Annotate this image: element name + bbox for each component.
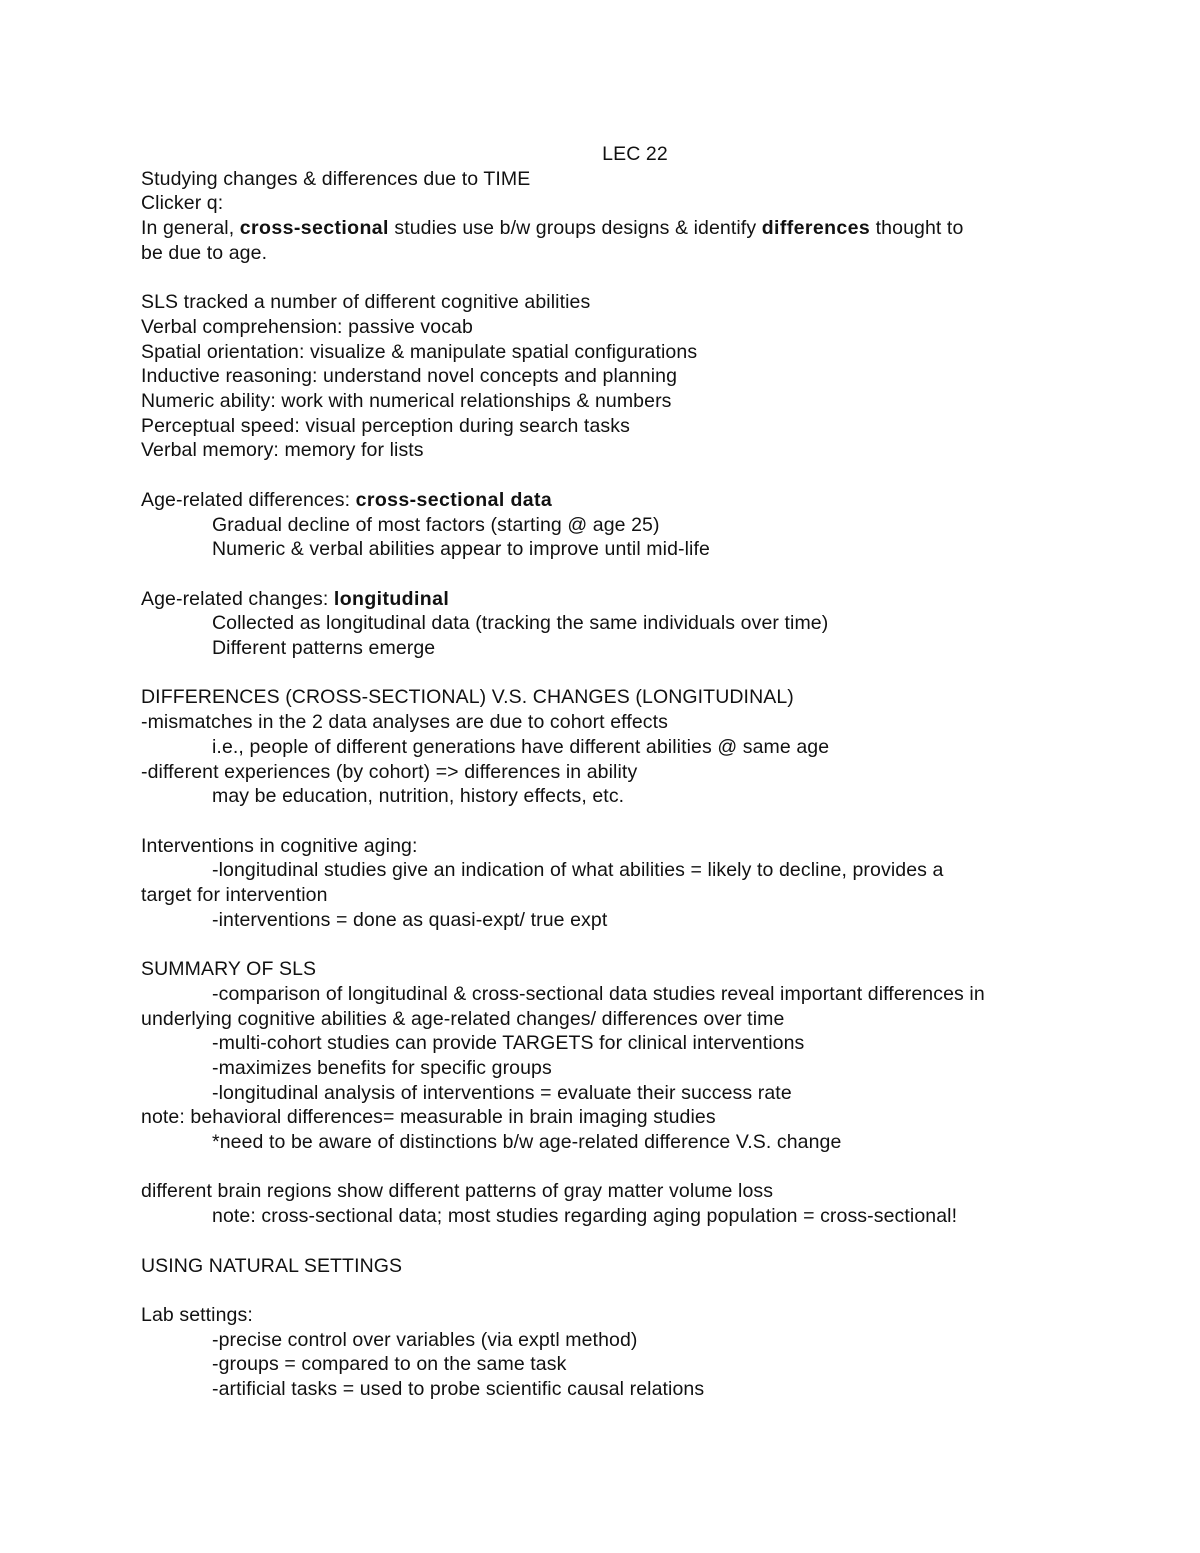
age-changes-item: Collected as longitudinal data (tracking the same individuals over time)	[212, 612, 829, 635]
spacer	[141, 661, 1071, 686]
text-line: -precise control over variables (via exptl method)	[212, 1328, 638, 1351]
text-line: target for intervention	[141, 884, 328, 907]
spacer	[141, 562, 1071, 587]
spacer	[141, 1155, 1071, 1180]
spacer	[141, 1278, 1071, 1303]
age-differences-item: Gradual decline of most factors (starting @ age 25)	[212, 513, 660, 536]
sls-item: Verbal memory: memory for lists	[141, 439, 424, 462]
text-line: underlying cognitive abilities & age-related changes/ differences over time	[141, 1007, 785, 1030]
sls-item: Verbal comprehension: passive vocab	[141, 315, 473, 338]
sls-heading: SLS tracked a number of different cognitive abilities	[141, 291, 591, 314]
document-title: LEC 22	[602, 143, 668, 165]
intro-paragraph-line-2: be due to age.	[141, 241, 268, 264]
text-run: Age-related changes:	[141, 587, 334, 610]
sls-item: Perceptual speed: visual perception during search tasks	[141, 414, 630, 437]
clicker-label: Clicker q:	[141, 192, 224, 215]
spacer	[141, 463, 1071, 488]
spacer	[141, 1229, 1071, 1254]
bold-term: cross-sectional	[239, 217, 389, 240]
natural-settings-heading: USING NATURAL SETTINGS	[141, 1254, 403, 1277]
lab-settings-heading: Lab settings:	[141, 1303, 253, 1326]
text-line: -longitudinal studies give an indication of what abilities = likely to decline, provides a	[212, 859, 944, 882]
text-line: -artificial tasks = used to probe scientific causal relations	[212, 1378, 705, 1401]
sls-item: Inductive reasoning: understand novel concepts and planning	[141, 365, 678, 388]
bold-term: longitudinal	[333, 587, 450, 610]
text-run: studies use b/w groups designs & identify	[388, 217, 762, 240]
age-differences-item: Numeric & verbal abilities appear to improve until mid-life	[212, 538, 710, 561]
text-line: -multi-cohort studies can provide TARGETS for clinical interventions	[212, 1032, 805, 1055]
document-body	[141, 142, 1071, 1402]
text-run: In general,	[141, 217, 240, 240]
text-line: -interventions = done as quasi-expt/ true expt	[212, 908, 608, 931]
text-run: Age-related differences:	[141, 488, 356, 511]
text-line: -longitudinal analysis of interventions = evaluate their success rate	[212, 1081, 792, 1104]
age-changes-heading	[141, 587, 1071, 612]
spacer	[141, 932, 1071, 957]
sls-item: Spatial orientation: visualize & manipulate spatial configurations	[141, 340, 698, 363]
text-line: note: cross-sectional data; most studies regarding aging population = cross-sectional!	[212, 1205, 958, 1228]
intro-heading: Studying changes & differences due to TIME	[141, 167, 531, 190]
text-line: different brain regions show different patterns of gray matter volume loss	[141, 1180, 774, 1203]
text-line: -groups = compared to on the same task	[212, 1353, 567, 1376]
age-changes-item: Different patterns emerge	[212, 637, 436, 660]
bold-term: cross-sectional data	[355, 488, 553, 511]
differences-vs-changes-heading: DIFFERENCES (CROSS-SECTIONAL) V.S. CHANGES (LONGITUDINAL)	[141, 686, 794, 709]
text-line: -comparison of longitudinal & cross-sectional data studies reveal important differences in	[212, 982, 985, 1005]
text-line: may be education, nutrition, history effects, etc.	[212, 785, 625, 808]
text-line: i.e., people of different generations have different abilities @ same age	[212, 735, 830, 758]
text-line: *need to be aware of distinctions b/w age-related difference V.S. change	[212, 1131, 842, 1154]
text-run: thought to	[870, 217, 964, 240]
text-line: -mismatches in the 2 data analyses are due to cohort effects	[141, 711, 669, 734]
spacer	[141, 809, 1071, 834]
spacer	[141, 266, 1071, 291]
interventions-heading: Interventions in cognitive aging:	[141, 834, 418, 857]
text-line: note: behavioral differences= measurable in brain imaging studies	[141, 1106, 716, 1129]
intro-paragraph-line-1	[141, 216, 1071, 241]
age-differences-heading	[141, 488, 1071, 513]
text-line: -maximizes benefits for specific groups	[212, 1056, 552, 1079]
summary-heading: SUMMARY OF SLS	[141, 958, 317, 981]
sls-item: Numeric ability: work with numerical relationships & numbers	[141, 390, 672, 413]
bold-term: differences	[761, 217, 871, 240]
text-line: -different experiences (by cohort) => differences in ability	[141, 760, 638, 783]
